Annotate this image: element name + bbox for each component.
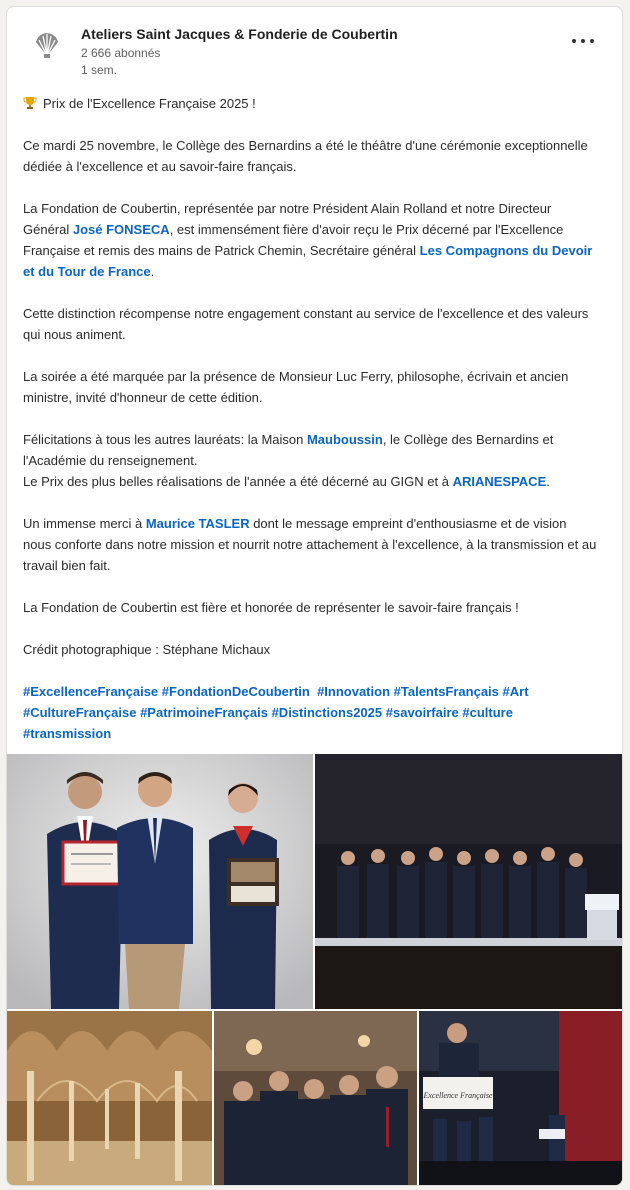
hashtag-link[interactable]: #transmission: [23, 726, 112, 741]
paragraph-7: [23, 513, 598, 576]
text: La Fondation de Coubertin, représentée par notre Président Alain Rolland et notre Directeur Général: [23, 201, 552, 237]
paragraph-4: La soirée a été marquée par la présence de Monsieur Luc Ferry, philosophe, écrivain et ancien ministre, invité d'honneur de cette édition.: [23, 369, 569, 405]
hashtag-link[interactable]: #TalentsFrançais: [393, 684, 499, 699]
text: , est immensément fière d'avoir reçu le Prix décerné par l'Excellence Française et remis des mains de Patrick Chemin, Secrétaire général: [23, 222, 564, 258]
mention-maurice-tasler[interactable]: Maurice TASLER: [145, 516, 250, 531]
hashtag-link[interactable]: #CultureFrançaise: [23, 705, 137, 720]
ellipsis-icon-dot: [581, 39, 585, 43]
photo-five-men[interactable]: [214, 1011, 417, 1186]
hashtag-link[interactable]: #Innovation: [317, 684, 391, 699]
mention-mauboussin[interactable]: Mauboussin: [306, 432, 383, 447]
text: Félicitations à tous les autres lauréats: la Maison: [23, 432, 307, 447]
more-options-button[interactable]: [568, 29, 598, 53]
post-title-line: [23, 93, 598, 114]
org-name-link[interactable]: Ateliers Saint Jacques & Fonderie de Coubertin: [81, 26, 398, 42]
photo-vaulted-hall[interactable]: [7, 1011, 212, 1186]
hashtag-link[interactable]: #FondationDeCoubertin: [161, 684, 310, 699]
hashtag-link[interactable]: #ExcellenceFrançaise: [23, 684, 159, 699]
excellence-francaise-logo: Excellence Française: [423, 1091, 493, 1100]
mention-jose-fonseca[interactable]: José FONSECA: [72, 222, 170, 237]
text: Un immense merci à: [23, 516, 146, 531]
ellipsis-icon-dot: [590, 39, 594, 43]
paragraph-8: La Fondation de Coubertin est fière et honorée de représenter le savoir-faire français !: [23, 600, 519, 615]
hashtag-block: [23, 681, 598, 744]
post-card: [6, 6, 623, 1186]
hashtag-link[interactable]: #culture: [462, 705, 513, 720]
text: , le Collège des Bernardins et l'Académie du renseignement.: [23, 432, 554, 468]
post-timestamp: 1 sem.: [81, 63, 118, 77]
photo-speaker-podium[interactable]: [419, 1011, 623, 1186]
trophy-icon: [23, 96, 37, 110]
mention-arianespace[interactable]: ARIANESPACE: [452, 474, 547, 489]
post-header: [7, 7, 622, 93]
photo-grid: [7, 754, 623, 1186]
scallop-shell-icon: [32, 30, 62, 60]
text: Le Prix des plus belles réalisations de l'année a été décerné au GIGN et à: [23, 474, 453, 489]
post-body: [23, 93, 598, 765]
paragraph-6: [23, 471, 598, 492]
hashtag-link[interactable]: #savoirfaire: [385, 705, 459, 720]
photo-credit: Crédit photographique : Stéphane Michaux: [23, 642, 271, 657]
paragraph-5: [23, 429, 598, 471]
photo-group-on-stage[interactable]: [315, 754, 623, 1009]
post-title: Prix de l'Excellence Française 2025 !: [43, 96, 256, 111]
follower-count: 2 666 abonnés: [81, 46, 161, 60]
paragraph-3: Cette distinction récompense notre engagement constant au service de l'excellence et des valeurs qui nous animent.: [23, 306, 589, 342]
mention-compagnons-du-devoir[interactable]: Les Compagnons du Devoir et du Tour de France: [23, 243, 593, 279]
company-logo-avatar[interactable]: [29, 27, 65, 63]
text: dont le message empreint d'enthousiasme et de vision nous conforte dans notre mission et nourrit notre attachement à l'excellence, à la transmission et au travail bien fait.: [23, 516, 597, 573]
text: .: [150, 264, 155, 279]
photo-laureates-certificate[interactable]: [7, 754, 313, 1009]
ellipsis-icon-dot: [572, 39, 576, 43]
hashtag-link[interactable]: #PatrimoineFrançais: [140, 705, 268, 720]
text: .: [546, 474, 550, 489]
hashtag-link[interactable]: #Art: [502, 684, 529, 699]
paragraph-2: [23, 198, 598, 282]
paragraph-1: Ce mardi 25 novembre, le Collège des Bernardins a été le théâtre d'une cérémonie exceptionnelle dédiée à l'excellence et au savoir-faire français.: [23, 138, 588, 174]
hashtag-link[interactable]: #Distinctions2025: [271, 705, 383, 720]
